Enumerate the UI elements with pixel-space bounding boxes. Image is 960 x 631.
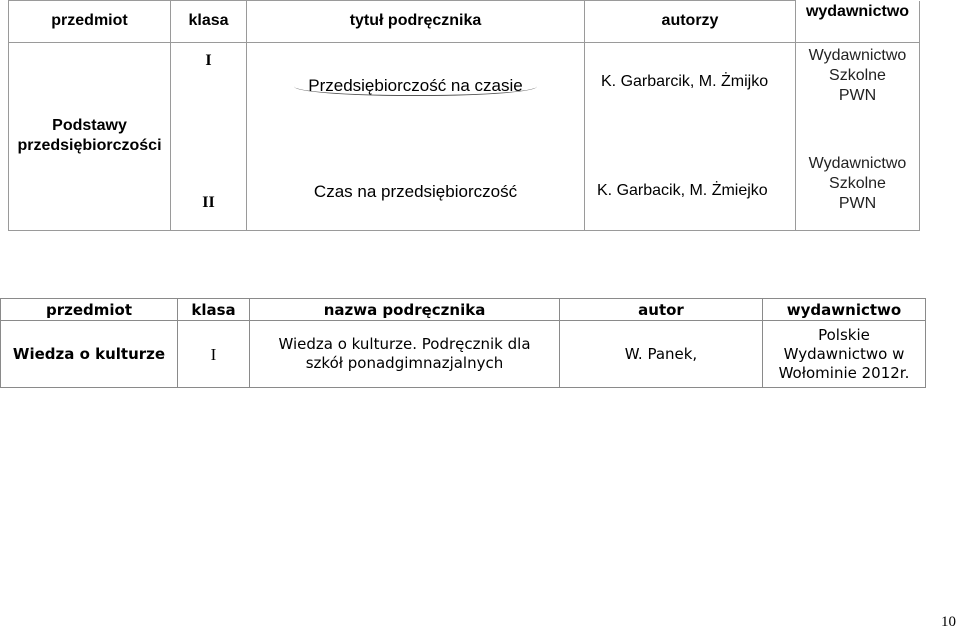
header-publisher: wydawnictwo [763,299,926,321]
textbook-table-culture [0,298,926,388]
publisher-line: Polskie [818,325,870,344]
title-cell [247,42,585,131]
publisher-line: Wydawnictwo [808,154,907,172]
table-row [9,42,920,131]
header-title: tytuł podręcznika [247,1,585,43]
header-title: nazwa podręcznika [250,299,560,321]
page-number: 10 [941,614,956,630]
authors-cell: K. Garbacik, M. Żmiejko [585,131,796,231]
subject-cell: Wiedza o kulturze [1,321,178,388]
header-publisher: wydawnictwo [796,1,920,43]
authors-cell: K. Garbarcik, M. Żmijko [585,42,796,131]
class-cell: II [171,131,247,231]
table-header-row [1,299,926,321]
title-text: Przedsiębiorczość na czasie [294,77,536,96]
publisher-line: Wołominie 2012r. [778,363,910,382]
table-row [1,321,926,388]
publisher-cell [796,131,920,231]
publisher-cell [763,321,926,388]
publisher-line: PWN [838,86,877,104]
subject-cell [9,42,171,230]
table-header-row [9,1,920,43]
header-class: klasa [178,299,250,321]
header-subject: przedmiot [1,299,178,321]
header-authors: autorzy [585,1,796,43]
title-cell: Wiedza o kulturze. Podręcznik dla szkół ponadgimnazjalnych [250,321,560,388]
publisher-line: Wydawnictwo [808,46,907,64]
publisher-line: Szkolne [829,174,886,192]
class-cell: I [171,42,247,131]
textbook-table-entrepreneurship [8,0,920,231]
title-cell: Czas na przedsiębiorczość [247,131,585,231]
class-cell: I [178,321,250,388]
publisher-line: Wydawnictwo w [783,344,905,363]
author-cell: W. Panek, [560,321,763,388]
publisher-cell [796,42,920,131]
publisher-line: PWN [838,194,877,212]
header-class: klasa [171,1,247,43]
header-subject: przedmiot [9,1,171,43]
header-author: autor [560,299,763,321]
subject-name: Podstawy przedsiębiorczości [17,117,162,154]
publisher-line: Szkolne [829,66,886,84]
